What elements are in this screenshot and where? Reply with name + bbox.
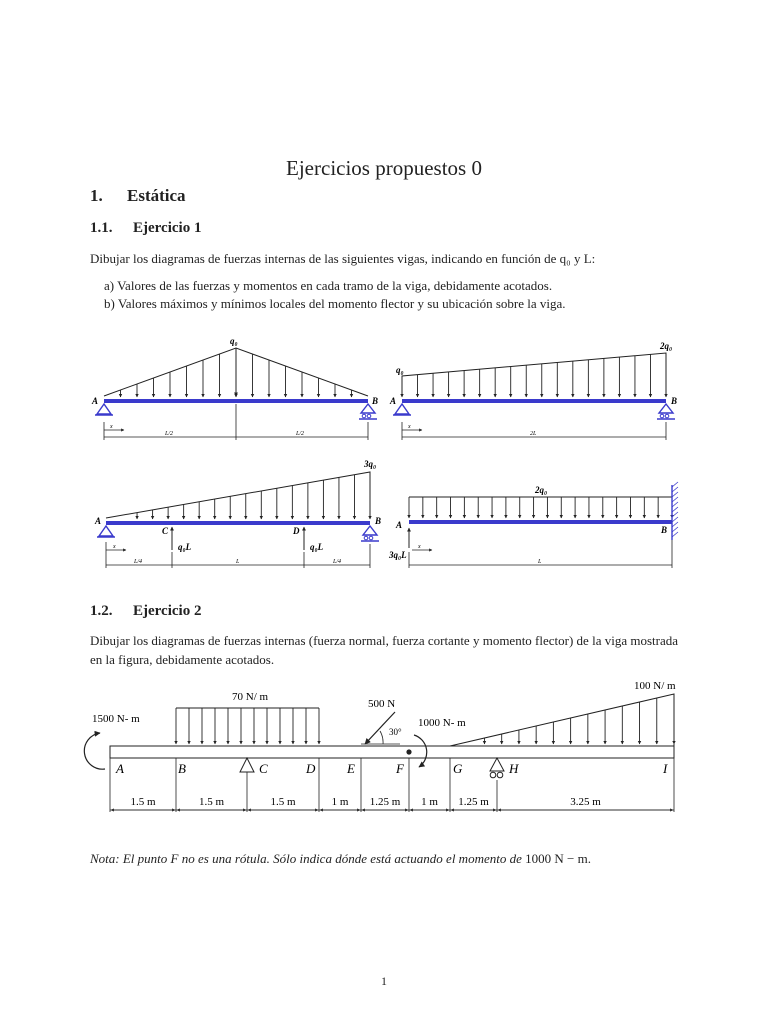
beam1-dim2: L/2 (296, 431, 305, 437)
point-label: I (663, 761, 668, 776)
dimension-label: 1 m (331, 796, 349, 808)
beam2-diagram (389, 341, 677, 440)
dimension-label: 3.25 m (570, 796, 601, 808)
beam3-x-label: x (113, 544, 116, 550)
dimension-label: 1 m (421, 796, 438, 808)
ex2-q70-label: 70 N/ m (232, 691, 269, 703)
point-label: A (116, 761, 124, 776)
beam3-support-b (361, 526, 379, 541)
ex2-dimension-labels (111, 796, 673, 810)
ex2-uniform-load-arrows (176, 708, 319, 744)
beam3-diagram (94, 459, 381, 568)
ex2-m1500-label: 1500 N- m (92, 713, 140, 725)
ex2-point-labels (115, 761, 668, 776)
beam3-load-outline (106, 472, 370, 518)
ex2-angle-label: 30° (389, 727, 402, 737)
point-label: E (347, 761, 355, 776)
ex2-beam (110, 746, 674, 758)
beam4-x-label: x (418, 544, 421, 550)
beam2-x-label: x (408, 424, 411, 430)
hatch-line (672, 502, 678, 507)
beam4-beam (409, 520, 672, 524)
dimension-label: 1.5 m (270, 796, 296, 808)
beam2-support-b (657, 404, 675, 419)
exercise1-item-b: b) Valores máximos y mínimos locales del momento flector y su ubicación sobre la viga. (104, 296, 566, 311)
ex2-p500-label: 500 N (368, 698, 396, 710)
ex2-triangular-load-arrows (484, 694, 674, 744)
ex2-triangular-load-outline (450, 694, 674, 746)
beam3-label-a: A (95, 516, 102, 526)
exercise2-diagram (84, 680, 676, 812)
note-prefix: Nota: El punto (90, 851, 168, 866)
dimension-label: 1.5 m (130, 796, 156, 808)
section-number: 1. (90, 186, 103, 205)
beam4-load-arrows (409, 497, 672, 518)
exercise2-intro: Dibujar los diagramas de fuerzas internas (fuerza normal, fuerza cortante y momento flector) de la viga mostrada en la figura, debidamente acotados. (90, 633, 678, 667)
hatch-line (672, 507, 678, 512)
beam2-beam (402, 399, 666, 403)
beam3-support-a (97, 526, 115, 537)
exercise1-item-a: a) Valores de las fuerzas y momentos en cada tramo de la viga, debidamente acotados. (104, 278, 553, 293)
beam2-left-load: q₀ (396, 365, 404, 375)
beam3-force-c-label: q₀L (178, 542, 192, 552)
beam3-force-d-label: q₀L (310, 542, 324, 552)
dimension-label: 1.25 m (458, 796, 489, 808)
note-point: F (170, 851, 179, 866)
exercise1-label: Ejercicio 1 (133, 220, 202, 236)
beam2-load-arrows (402, 353, 666, 397)
note-value: 1000 N − m. (525, 851, 591, 866)
point-label: G (453, 761, 463, 776)
beam1-diagram (91, 336, 378, 440)
dimension-label: 1.25 m (369, 796, 401, 808)
hatch-line (672, 522, 678, 527)
dimension-label: 1.5 m (198, 796, 225, 808)
ex2-point-f-dot (406, 749, 411, 754)
hatch-line (672, 512, 678, 517)
beam2-right-load: 2q₀ (660, 341, 673, 351)
beam4-wall-hatch (672, 482, 678, 537)
beam4-label-a: A (396, 520, 403, 530)
beam2-dim: 2L (530, 431, 537, 437)
beam3-beam (106, 521, 370, 525)
point-label: B (178, 761, 186, 776)
beam3-dim2: L (236, 559, 240, 565)
page-title: Ejercicios propuestos 0 (286, 156, 482, 180)
ex2-moment-1000-arrow (414, 735, 427, 767)
point-label: D (306, 761, 316, 776)
beam3-label-d: D (293, 526, 300, 536)
beam1-label-b: B (372, 396, 379, 406)
beam3-label-b: B (375, 516, 382, 526)
note-suffix: no es una rótula. Sólo indica dónde está actuando el momento de (181, 851, 522, 866)
point-label: H (509, 761, 519, 776)
ex2-m1000-label: 1000 N- m (418, 717, 466, 729)
beam4-dim: L (538, 559, 542, 565)
hatch-line (672, 527, 678, 532)
exercise1-intro: Dibujar los diagramas de fuerzas internas de las siguientes vigas, indicando en función de q₀ y L: (90, 251, 596, 266)
beam3-label-c: C (162, 526, 169, 536)
beam4-load-label: 2q₀ (535, 485, 548, 495)
beam2-load-outline (402, 353, 666, 396)
beam1-peak-label: q₀ (230, 336, 238, 346)
beam1-dim1: L/2 (165, 431, 174, 437)
beam1-label-a: A (92, 396, 99, 406)
ex2-moment-1500-arrow (84, 733, 105, 769)
beam3-dim1: L/4 (134, 559, 143, 565)
hatch-line (672, 532, 678, 537)
ex2-support-c (240, 758, 254, 772)
beam1-beam (104, 399, 368, 403)
hatch-line (672, 487, 678, 492)
point-label: C (259, 761, 268, 776)
exercise2-label: Ejercicio 2 (133, 603, 202, 619)
beam4-force-a-label: 3q₀L (389, 550, 407, 560)
beam3-dim3: L/4 (333, 559, 342, 565)
beam1-x-label: x (110, 424, 113, 430)
point-label: F (396, 761, 404, 776)
beam4-diagram (388, 482, 678, 568)
section-label: Estática (127, 186, 186, 205)
beam2-label-b: B (671, 396, 678, 406)
ex2-support-h (490, 758, 504, 778)
beam1-support-b (359, 404, 377, 419)
beam4-label-b: B (661, 525, 668, 535)
hatch-line (672, 492, 678, 497)
exercise2-number: 1.2. (90, 603, 113, 619)
hatch-line (672, 517, 678, 522)
beam3-right-load: 3q₀ (364, 459, 377, 469)
page-number: 1 (381, 974, 387, 988)
hatch-line (672, 482, 678, 487)
ex2-q100-label: 100 N/ m (634, 680, 676, 692)
exercise1-number: 1.1. (90, 220, 113, 236)
hatch-line (672, 497, 678, 502)
beam3-load-arrows (137, 472, 370, 519)
beam2-label-a: A (390, 396, 397, 406)
